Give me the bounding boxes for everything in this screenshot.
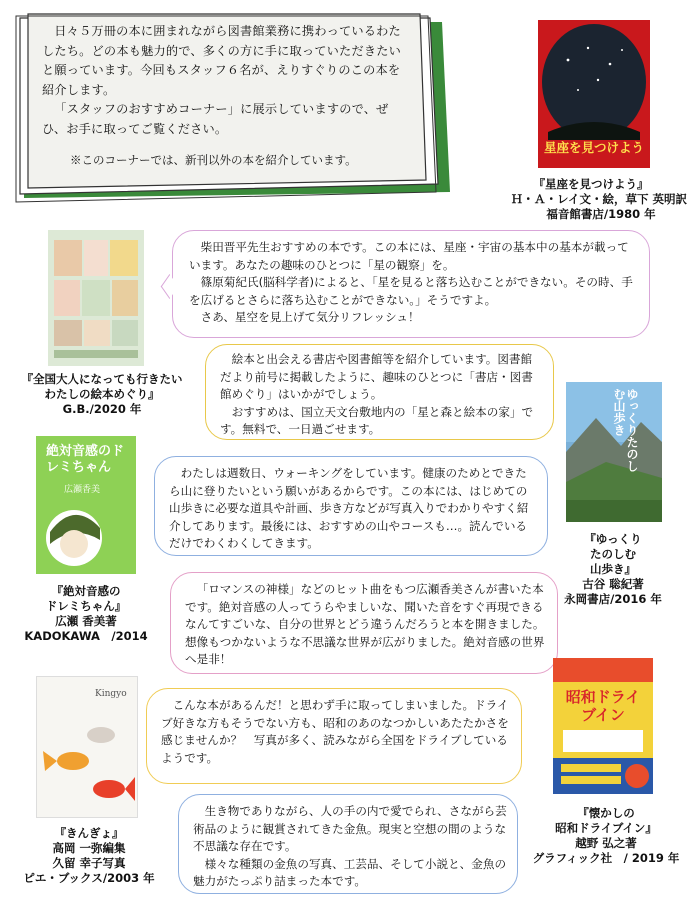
book-caption [12, 372, 192, 417]
review-paragraph: こんな本があるんだ！と思わず手に取ってしまいました。ドライブ好きな方もそうでない方も、昭和のあのなつかしいあたたかさを感じませんか？ 写真が多く、読みながら全国をドライブしているようです。 [161, 698, 509, 765]
book-cover-title: 絶対音感のドレミちゃん [46, 444, 125, 475]
book-title: 昭和ドライブイン』 [555, 821, 657, 835]
book-author: 久留 幸子写真 [52, 856, 126, 870]
book-publisher: グラフィック社 / 2019 年 [532, 851, 680, 865]
book-cover-kingyo [36, 676, 138, 818]
review-paragraph: さあ、星空を見上げて気分リフレッシュ！ [200, 310, 420, 324]
book-author: 古谷 聡紀著 [582, 577, 644, 591]
book-author: 広瀬 香美著 [55, 614, 117, 628]
book-title: わたしの絵本めぐり』 [44, 387, 160, 401]
book-title: ドレミちゃん』 [45, 599, 127, 613]
book-author: 高岡 一弥編集 [52, 841, 126, 855]
book-author: Ｈ・Ａ・レイ文・絵，草下 英明訳 [511, 192, 687, 206]
review-bubble [205, 344, 554, 440]
review-paragraph: 生き物でありながら、人の手の内で愛でられ、さながら芸術品のように観賞されてきた金魚。現実と空想の間のような不思議な存在です。 [193, 804, 507, 853]
book-caption [455, 177, 687, 222]
book-cover-author: 広瀬香美 [64, 485, 101, 495]
review-paragraph: 篠原菊紀氏(脳科学者)によると、「星を見ると落ち込むことができない。その時、手を広げるとさらに落ち込むことができない。」そうですよ。 [189, 275, 633, 307]
review-paragraph: 絵本と出会える書店や図書館等を紹介しています。図書館だより前号に掲載したように、趣味のひとつに「書店・図書館めぐり」はいかがでしょう。 [220, 352, 533, 401]
book-title: 『星座を見つけよう』 [533, 177, 649, 191]
review-paragraph: わたしは週数日、ウォーキングをしています。健康のためとできたら山に登りたいという願いがあるからです。この本には、はじめての山歩きに必要な道具や計画、歩き方などが写真入りでわかりやすく紹介してあります。最後には、おすすめの山やコースも…。読んでいるだけでわくわくしてきます。 [169, 466, 529, 550]
book-title: 『ゆっくり [584, 532, 642, 546]
review-paragraph: 様々な種類の金魚の写真、工芸品、そして小説と、金魚の魅力がたっぷり詰まった本です。 [193, 856, 507, 888]
book-cover-yama [566, 382, 662, 522]
intro-text [42, 22, 407, 139]
book-title: 『きんぎょ』 [54, 826, 124, 840]
book-publisher: ピエ・ブックス/2003 年 [23, 871, 155, 885]
book-title: 『絶対音感の [51, 584, 121, 598]
book-publisher: KADOKAWA /2014 [24, 629, 148, 643]
book-publisher: G.B./2020 年 [62, 402, 142, 416]
book-title: 山歩き』 [590, 562, 636, 576]
book-cover-seiza [538, 20, 650, 168]
book-cover-title: 昭和ドライブイン [565, 688, 641, 724]
book-caption [548, 532, 678, 607]
book-title: たのしむ [590, 547, 636, 561]
book-publisher: 福音館書店/1980 年 [546, 207, 656, 221]
book-cover-ehon [48, 230, 144, 366]
review-bubble [154, 456, 548, 556]
review-paragraph: おすすめは、国立天文台敷地内の「星と森と絵本の家」です。無料で、一日過ごせます。 [220, 404, 534, 436]
book-publisher: 永岡書店/2016 年 [564, 592, 662, 606]
review-bubble [146, 688, 522, 784]
book-cover-doremi [36, 436, 136, 574]
book-author: 越野 弘之著 [575, 836, 637, 850]
book-caption [6, 584, 166, 644]
book-title: 『懐かしの [577, 806, 635, 820]
review-paragraph: 「ロマンスの神様」などのヒット曲をもつ広瀬香美さんが書いた本です。絶対音感の人ってうらやましいな、聞いた音をすぐ再現できるなんてすごいな、自分の世界とどう違うんだろうと本を開きました。想像もつかないような不思議な世界が広がりました。絶対音感の世界へ是非！ [185, 582, 545, 666]
book-caption [522, 806, 690, 866]
book-cover-showa [553, 658, 653, 794]
book-caption [14, 826, 164, 886]
review-bubble [172, 230, 650, 338]
review-bubble [170, 572, 558, 674]
review-paragraph: 柴田晋平先生おすすめの本です。この本には、星座・宇宙の基本中の基本が載っています。あなたの趣味のひとつに「星の観察」を。 [189, 240, 629, 272]
review-bubble [178, 794, 518, 894]
book-cover-title: 星座を見つけよう [543, 140, 644, 155]
intro-note: ※このコーナーでは、新刊以外の本を紹介しています。 [70, 153, 357, 167]
book-cover-title: ゆっくりたのしむ山歩き [612, 388, 639, 472]
book-cover-title: Kingyo [95, 689, 127, 699]
intro-paragraph: 日々５万冊の本に囲まれながら図書館業務に携わっているわたしたち。どの本も魅力的で、多くの方に手に取っていただきたいと願っています。今回もスタッフ６名が、えりすぐりのこの本を紹介します。 [42, 24, 401, 97]
book-title: 『全国大人になっても行きたい [21, 372, 183, 386]
intro-paragraph: 「スタッフのおすすめコーナー」に展示していますので、ぜひ、お手に取ってご覧ください。 [42, 102, 389, 136]
